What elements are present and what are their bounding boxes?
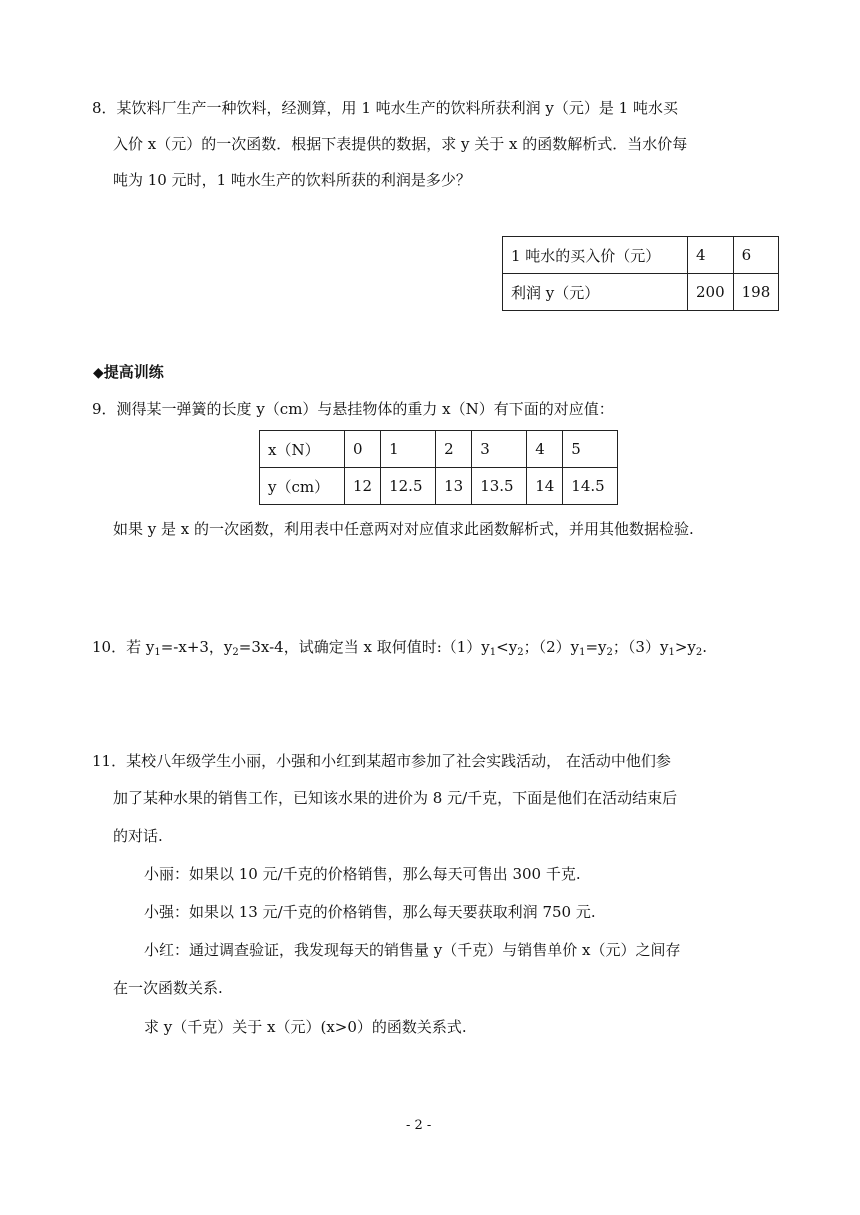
subscript: 1 [489, 647, 497, 658]
table-cell: 13 [436, 468, 472, 505]
table-row [503, 274, 779, 311]
table-row [503, 237, 779, 274]
table-row [260, 431, 618, 468]
table-cell: 5 [563, 431, 618, 468]
subscript: 2 [695, 647, 703, 658]
subscript: 2 [517, 647, 524, 658]
q11-line-5: 小强：如果以 13 元/千克的价格销售，那么每天要获取利润 750 元. [144, 903, 596, 921]
q8-line-1: 8．某饮料厂生产一种饮料，经测算，用 1 吨水生产的饮料所获利润 y（元）是 1 吨水买 [92, 99, 678, 117]
q8-line-3: 吨为 10 元时，1 吨水生产的饮料所获的利润是多少？ [113, 171, 471, 189]
q9-line-1: 9．测得某一弹簧的长度 y（cm）与悬挂物体的重力 x（N）有下面的对应值： [92, 400, 614, 418]
diamond-icon: ◆ [93, 365, 104, 381]
q11-line-3: 的对话. [113, 827, 163, 845]
q11-line-7: 在一次函数关系. [113, 979, 223, 997]
table-cell: 12 [345, 468, 381, 505]
section-title: 提高训练 [103, 363, 164, 381]
subscript: 1 [579, 647, 586, 658]
q10-text: ；（3）y [612, 638, 669, 656]
table-cell: 4 [688, 237, 734, 274]
q10-text: =y [585, 638, 607, 656]
q10-line [92, 637, 707, 663]
table-cell: 6 [733, 237, 779, 274]
q10-text: ；（2）y [523, 638, 580, 656]
table-cell: 0 [345, 431, 381, 468]
table-cell: 12.5 [381, 468, 436, 505]
table-cell: x（N） [260, 431, 345, 468]
q9-spring-table [259, 430, 618, 505]
q11-line-1: 11．某校八年级学生小丽，小强和小红到某超市参加了社会实践活动， 在活动中他们参 [92, 752, 671, 770]
page-number: - 2 - [406, 1118, 432, 1133]
q11-line-2: 加了某种水果的销售工作，已知该水果的进价为 8 元/千克，下面是他们在活动结束后 [113, 789, 678, 807]
q10-text: 10．若 y [92, 638, 155, 656]
table-cell: 1 吨水的买入价（元） [503, 237, 688, 274]
section-heading [93, 362, 164, 383]
q10-text: >y [674, 638, 696, 656]
q10-text: <y [496, 638, 518, 656]
table-cell: 4 [527, 431, 563, 468]
table-cell: 13.5 [472, 468, 527, 505]
q11-line-6: 小红：通过调查验证，我发现每天的销售量 y（千克）与销售单价 x（元）之间存 [144, 941, 681, 959]
table-cell: 14 [527, 468, 563, 505]
q11-line-4: 小丽：如果以 10 元/千克的价格销售，那么每天可售出 300 千克. [144, 865, 581, 883]
q11-line-8: 求 y（千克）关于 x（元）(x>0）的函数关系式. [144, 1018, 467, 1036]
q9-line-2: 如果 y 是 x 的一次函数，利用表中任意两对对应值求此函数解析式，并用其他数据检验. [113, 520, 694, 538]
table-row [260, 468, 618, 505]
table-cell: 14.5 [563, 468, 618, 505]
q8-line-2: 入价 x（元）的一次函数．根据下表提供的数据，求 y 关于 x 的函数解析式．当水价每 [113, 135, 688, 153]
table-cell: 利润 y（元） [503, 274, 688, 311]
subscript: 2 [606, 647, 613, 658]
table-cell: y（cm） [260, 468, 345, 505]
subscript: 1 [668, 647, 675, 658]
q10-text: =3x-4，试确定当 x 取何值时:（1）y [238, 638, 490, 656]
table-cell: 200 [688, 274, 734, 311]
table-cell: 3 [472, 431, 527, 468]
q10-text: . [702, 638, 708, 656]
q8-price-profit-table [502, 236, 779, 311]
subscript: 2 [232, 647, 239, 658]
q10-text: =-x+3，y [160, 638, 233, 656]
table-cell: 198 [733, 274, 779, 311]
table-cell: 1 [381, 431, 436, 468]
table-cell: 2 [436, 431, 472, 468]
subscript: 1 [154, 647, 161, 658]
